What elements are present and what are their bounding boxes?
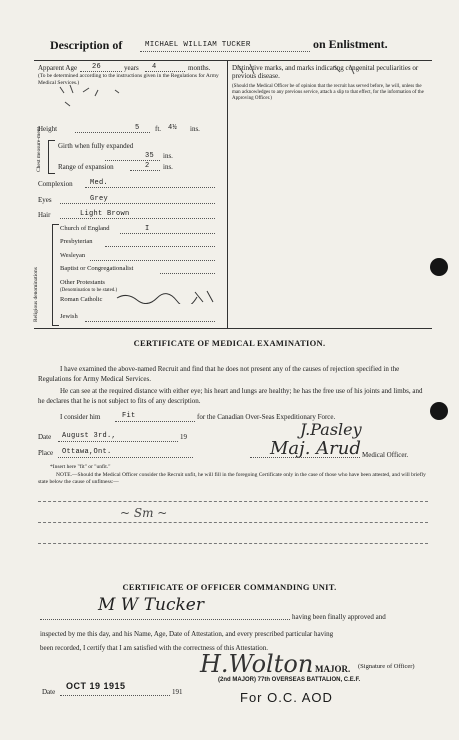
signature-of-officer-label: (Signature of Officer): [358, 663, 415, 670]
religion-line-2: [105, 246, 215, 247]
medical-officer-line: [250, 457, 360, 458]
punch-hole-upper: [430, 258, 448, 276]
age-months-line: [145, 71, 185, 72]
name-dotted-line: [140, 51, 310, 52]
medical-place-value: Ottawa,Ont.: [62, 448, 112, 456]
hair-value: Light Brown: [80, 210, 130, 218]
religion-wesleyan: Wesleyan: [60, 252, 86, 259]
inspected-text: inspected by me this day, and his Name, Age, Date of Attestation, and every prescribed particular having: [40, 630, 334, 638]
table-bottom-rule: [34, 328, 432, 329]
height-ft-line: [75, 132, 150, 133]
battalion-stamp: (2nd MAJOR) 77th OVERSEAS BATTALION, C.E.F.: [218, 677, 361, 683]
years-label: years: [124, 64, 139, 72]
religion-line-4: [160, 273, 215, 274]
fitness-line: [115, 421, 195, 422]
recruit-signature: M W Tucker: [98, 595, 204, 615]
form-title-prefix: Description of: [50, 38, 123, 52]
consider-prefix: I consider him: [60, 413, 101, 421]
height-label: Height: [38, 125, 58, 133]
height-ins-value: 4½: [168, 124, 178, 132]
eyes-line: [60, 203, 215, 204]
age-years-value: 26: [92, 63, 102, 71]
commanding-certificate-heading: CERTIFICATE OF OFFICER COMMANDING UNIT.: [122, 582, 337, 592]
medical-officer-signature-2: Maj. Arud: [270, 438, 361, 459]
prior-service-note: (Should the Medical Officer be of opinion that the recruit has served before, he will, unless the man acknowledges to any previous service, attach a slip to that effect, for the information of the Approving Officer.): [232, 84, 424, 101]
religion-line-jewish: [85, 321, 215, 322]
medical-date-value: August 3rd.,: [62, 432, 117, 440]
age-years-line: [80, 71, 122, 72]
expansion-line: [130, 170, 160, 171]
scribble-icon: [115, 290, 220, 304]
commanding-year-label: 191: [172, 688, 183, 696]
complexion-line: [85, 187, 215, 188]
for-oc-stamp: For O.C. AOD: [240, 690, 333, 705]
religion-bracket: [52, 224, 59, 326]
medical-date-label: Date: [38, 433, 52, 441]
hair-line: [60, 218, 215, 219]
medical-officer-signature: J.Pasley: [300, 420, 362, 439]
religion-other-protestants: Other Protestants: [60, 279, 105, 286]
consider-suffix: for the Canadian Over-Seas Expeditionary Force.: [197, 413, 336, 421]
recruit-name-line: [40, 619, 290, 620]
medical-certificate-heading: CERTIFICATE OF MEDICAL EXAMINATION.: [133, 338, 326, 348]
religion-mark-church-of-england: I: [145, 225, 150, 233]
unfit-note: NOTE.—Should the Medical Officer consider the Recruit unfit, he will fill in the foregoing Certificate only in the case of those who have been attested, and will briefly state below the cause of unfitness:—: [38, 472, 426, 485]
religion-line-1: [120, 233, 215, 234]
punch-hole-lower: [430, 402, 448, 420]
religion-roman-catholic: Roman Catholic: [60, 296, 103, 303]
expansion-label: Range of expansion: [58, 163, 114, 171]
height-ft-value: 5: [135, 124, 140, 132]
unfit-line-2: [38, 522, 428, 523]
distinctive-marks-label: Distinctive marks, and marks indicating congenital peculiarities or previous disease.: [232, 64, 419, 80]
ins-label: ins.: [190, 125, 200, 133]
eyes-value: Grey: [90, 195, 109, 203]
unfit-line-3: [38, 543, 428, 544]
religion-church-of-england: Church of England: [60, 225, 110, 232]
pencil-marks-right-icon: [232, 62, 362, 92]
medical-date-line: [58, 441, 178, 442]
certify-text: been recorded, I certify that I am satisfied with the correctness of this Attestation.: [40, 644, 269, 652]
chest-measurement-label: Chest measure-ment: [36, 126, 42, 172]
age-instruction-note: (To be determined according to the instructions given in the Regulations for Army Medical Services.): [38, 73, 219, 86]
religious-denominations-label: Religious denominations: [33, 267, 39, 322]
expansion-unit: ins.: [163, 163, 173, 171]
medical-para-1: I have examined the above-named Recruit and find that he does not present any of the causes of rejection specified in the Regulations for Army Medical Services.: [38, 365, 400, 383]
commanding-date-line: [60, 695, 170, 696]
age-months-value: 4: [152, 63, 157, 71]
medical-para-2: He can see at the required distance with either eye; his heart and lungs are healthy; he has the free use of his joints and limbs, and he declares that he is not subject to fits of any description.: [38, 387, 423, 405]
date-stamp: OCT 19 1915: [66, 681, 126, 691]
religion-denomination-note: (Denomination to be stated.): [60, 288, 118, 293]
form-title-suffix: on Enlistment.: [313, 37, 388, 51]
chest-bracket: [48, 140, 55, 174]
fitness-value: Fit: [122, 412, 136, 420]
apparent-age-label: Apparent Age: [38, 64, 78, 72]
commanding-officer-signature: H.Wolton: [200, 650, 314, 678]
girth-label: Girth when fully expanded: [58, 142, 134, 150]
girth-line: [105, 160, 160, 161]
religion-jewish: Jewish: [60, 313, 78, 320]
months-label: months.: [188, 64, 211, 72]
approved-text: having been finally approved and: [292, 613, 386, 621]
commanding-date-label: Date: [42, 688, 56, 696]
rank-stamp: MAJOR.: [315, 664, 351, 674]
expansion-value: 2: [145, 162, 150, 170]
religion-presbyterian: Presbyterian: [60, 238, 93, 245]
complexion-label: Complexion: [38, 180, 73, 188]
medical-year-label: 19: [180, 433, 187, 441]
medical-place-line: [58, 457, 193, 458]
girth-unit: ins.: [163, 152, 173, 160]
ft-label: ft.: [155, 125, 162, 133]
religion-line-3: [90, 260, 215, 261]
insert-fit-note: *Insert here "fit" or "unfit.": [50, 464, 111, 470]
recruit-name: MICHAEL WILLIAM TUCKER: [145, 41, 251, 49]
eyes-label: Eyes: [38, 196, 52, 204]
unfit-marks: ~ Sm ~: [120, 506, 168, 520]
girth-value: 35: [145, 152, 155, 160]
column-divider: [227, 60, 228, 328]
medical-place-label: Place: [38, 449, 54, 457]
hair-label: Hair: [38, 211, 51, 219]
complexion-value: Med.: [90, 179, 109, 187]
medical-officer-label: Medical Officer.: [362, 451, 409, 459]
unfit-line-1: [38, 501, 428, 502]
table-top-rule: [34, 60, 432, 61]
pencil-marks-icon: [55, 82, 135, 112]
religion-baptist: Baptist or Congregationalist: [60, 265, 134, 272]
